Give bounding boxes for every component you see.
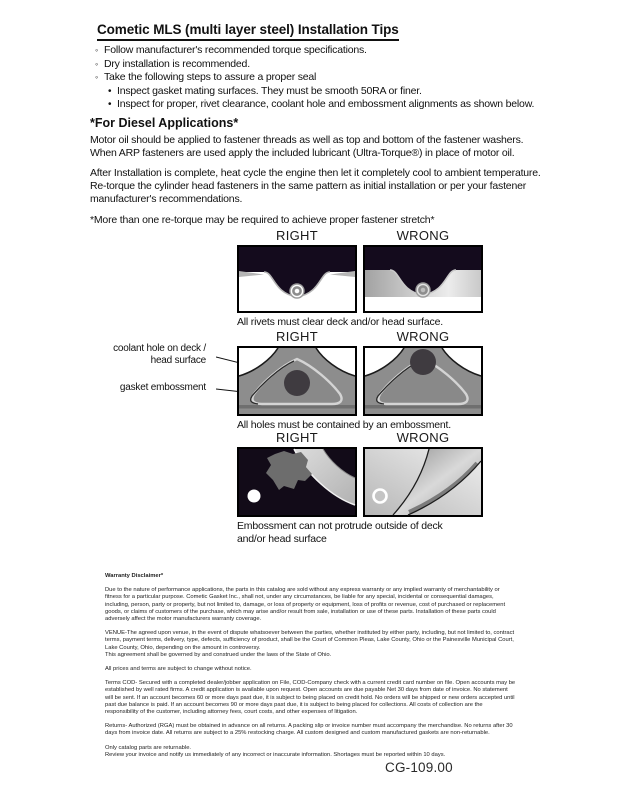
- wrong-label: WRONG: [396, 228, 450, 243]
- right-label: RIGHT: [276, 228, 318, 243]
- coolant-hole-label: coolant hole on deck / head surface: [113, 343, 206, 366]
- page-title: Cometic MLS (multi layer steel) Installation Tips: [97, 22, 399, 41]
- list-item: ◦ Follow manufacturer's recommended torque specifications.: [95, 44, 600, 58]
- wrong-label: WRONG: [396, 430, 450, 445]
- figure-embossment: [237, 329, 497, 432]
- retorque-note: *More than one re-torque may be required to achieve proper fastener stretch*: [90, 214, 435, 226]
- gasket-embossment-label: gasket embossment: [119, 382, 206, 393]
- disclaimer-paragraph: Returns- Authorized (RGA) must be obtained in advance on all returns. A packing slip or invoice number must accompany the merchandise. No returns after 30 days from invoice date. All returns are subject to a 25% restocking charge. All custom designed and custom manufactured gaskets are non-returnable.: [105, 723, 513, 737]
- diesel-paragraph-1: Motor oil should be applied to fastener threads as well as top and bottom of the fastener washers. When ARP fasteners are used apply the included lubricant (Ultra-Torque®) in place of motor oil.: [90, 134, 524, 160]
- disclaimer-paragraph: All prices and terms are subject to change without notice.: [105, 666, 252, 673]
- protrusion-right-diagram: [237, 447, 357, 517]
- list-item: ◦ Take the following steps to assure a proper seal: [95, 71, 600, 85]
- disclaimer-paragraph: Only catalog parts are returnable.: [105, 744, 192, 751]
- list-item: • Inspect for proper, rivet clearance, coolant hole and embossment alignments as shown below.: [108, 98, 600, 112]
- figure-protrusion: [237, 430, 497, 545]
- figure-caption: Embossment can not protrude outside of deck and/or head surface: [237, 520, 443, 545]
- figure-rivets: [237, 228, 497, 329]
- disclaimer-heading: Warranty Disclaimer*: [105, 573, 164, 579]
- disclaimer-paragraph: Terms COD- Secured with a completed dealer/jobber application on File, COD-Company check with a current credit card number on file. Open accounts may be established by well rated firms. A credit application is available upon request. Open accounts are due payable Net 30 days from date of invoice. No statement will be sent. If an account becomes 60 or more days past due, it is subject to being placed on credit hold. No orders will be shipped or new orders accepted until past due balance is paid. If an account becomes 90 or more days past due, it is subject to being placed for collections. All costs of collection are the responsibility of the customer, including attorney fees, court costs, and other expenses of litigation.: [105, 680, 516, 716]
- rivet-right-diagram: [237, 245, 357, 313]
- warranty-disclaimer: [105, 573, 517, 759]
- rivet-wrong-diagram: [363, 245, 483, 313]
- bolt-hole-icon: [248, 490, 261, 503]
- protrusion-wrong-diagram: [363, 447, 483, 517]
- disclaimer-paragraph: This agreement shall be governed by and construed under the laws of the State of Ohio.: [105, 651, 332, 658]
- installation-tips-list: [95, 44, 600, 112]
- figure-caption: All holes must be contained by an embossment.: [237, 419, 451, 431]
- list-item: • Inspect gasket mating surfaces. They must be smooth 50RA or finer.: [108, 85, 600, 99]
- page-number: CG-109.00: [385, 760, 453, 775]
- coolant-hole-icon: [410, 349, 436, 375]
- diesel-paragraph-2: After Installation is complete, heat cycle the engine then let it completely cool to ambient temperature. Re-torque the cylinder head fasteners in the same pattern as initial installation or per your fastener manufacturer's recommendations.: [90, 167, 541, 206]
- embossment-wrong-diagram: [363, 346, 483, 416]
- disclaimer-paragraph: VENUE-The agreed upon venue, in the event of dispute whatsoever between the parties, whether instituted by either party, including, but not limited to, contract terms, payment terms, delivery, type, defects, sufficiency of product, shall be the Court of Common Pleas, Lake County, Ohio or the Painesville Municipal Court, Lake County, Ohio, depending on the amount in controversy.: [105, 630, 515, 651]
- diesel-section-heading: *For Diesel Applications*: [90, 116, 239, 130]
- coolant-hole-icon: [284, 370, 310, 396]
- figure-caption: All rivets must clear deck and/or head surface.: [237, 316, 443, 328]
- disclaimer-paragraph: Due to the nature of performance applications, the parts in this catalog are sold without any express warranty or any implied warranty of merchantability or fitness for a particular purpose. Cometic Gasket Inc., shall not, under any circumstances, be liable for any special, incidental or consequential damages, including, person, party or property, but not limited to, damage, or loss of property or equipment, loss of profits or revenue, cost of purchased or replacement goods, or claims of customers of the purchase, which may arise and/or result from sale, installation or use of these parts. Installation of these parts could adversely affect the motor manufacturers warranty coverage.: [105, 587, 506, 623]
- disclaimer-paragraph: Review your invoice and notify us immediately of any incorrect or inaccurate information. Shortages must be reported within 10 days.: [105, 751, 446, 758]
- list-item: ◦ Dry installation is recommended.: [95, 58, 600, 72]
- embossment-right-diagram: [237, 346, 357, 416]
- right-label: RIGHT: [276, 430, 318, 445]
- right-label: RIGHT: [276, 329, 318, 344]
- bolt-hole-icon: [374, 490, 387, 503]
- wrong-label: WRONG: [396, 329, 450, 344]
